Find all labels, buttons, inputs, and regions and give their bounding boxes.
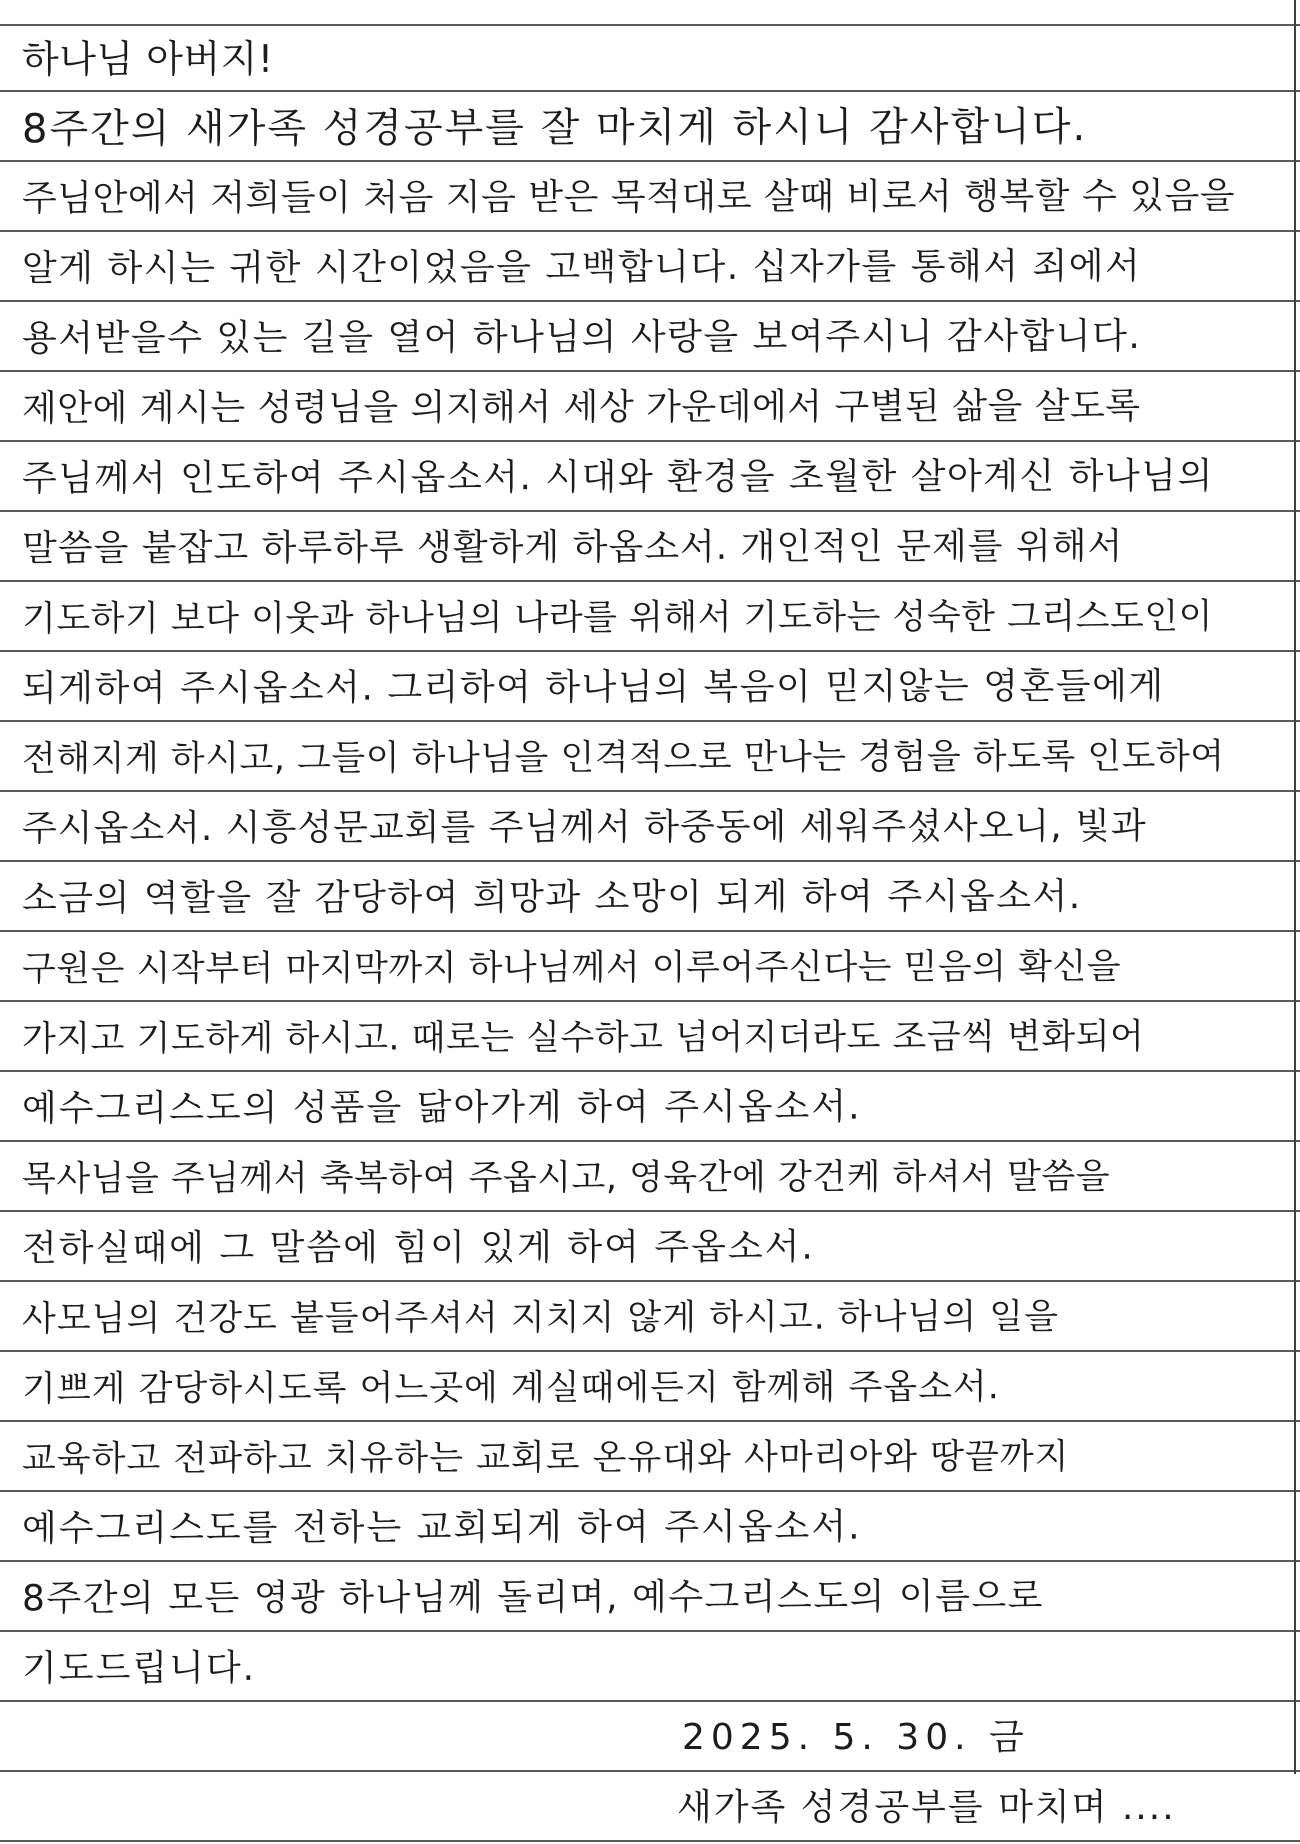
letter-line: 전하실때에 그 말씀에 힘이 있게 하여 주옵소서. — [21, 1226, 815, 1270]
letter-line: 하나님 아버지! — [21, 36, 274, 82]
letter-line: 제안에 계시는 성령님을 의지해서 세상 가운데에서 구별된 삶을 살도록 — [21, 385, 1141, 430]
letter-line: 주님께서 인도하여 주시옵소서. 시대와 환경을 초월한 살아계신 하나님의 — [21, 455, 1214, 500]
letter-line: 8주간의 모든 영광 하나님께 돌리며, 예수그리스도의 이름으로 — [21, 1576, 1044, 1620]
letter-line: 예수그리스도를 전하는 교회되게 하여 주시옵소서. — [21, 1506, 862, 1550]
right-margin-line — [1294, 0, 1296, 1774]
letter-line: 기도하기 보다 이웃과 하나님의 나라를 위해서 기도하는 성숙한 그리스도인이 — [21, 596, 1213, 640]
letter-closing: 새가족 성경공부를 마치며 .... — [677, 1787, 1176, 1828]
letter-line: 8주간의 새가족 성경공부를 잘 마치게 하시니 감사합니다. — [21, 104, 1088, 153]
handwritten-prayer-letter — [22, 22, 1282, 1842]
letter-line: 말씀을 붙잡고 하루하루 생활하게 하옵소서. 개인적인 문제를 위해서 — [21, 526, 1124, 570]
letter-line: 사모님의 건강도 붙들어주셔서 지치지 않게 하시고. 하나님의 일을 — [21, 1297, 1059, 1340]
letter-line: 주님안에서 저희들이 처음 지음 받은 목적대로 살때 비로서 행복할 수 있음을 — [21, 175, 1236, 220]
letter-line: 전해지게 하시고, 그들이 하나님을 인격적으로 만나는 경험을 하도록 인도하여 — [21, 736, 1225, 780]
letter-date: 2025. 5. 30. 금 — [682, 1717, 1030, 1758]
letter-line: 주시옵소서. 시흥성문교회를 주님께서 하중동에 세워주셨사오니, 빛과 — [21, 805, 1147, 850]
letter-line: 교육하고 전파하고 치유하는 교회로 온유대와 사마리아와 땅끝까지 — [21, 1437, 1070, 1480]
letter-line: 기도드립니다. — [21, 1647, 257, 1690]
letter-line: 용서받을수 있는 길을 열어 하나님의 사랑을 보여주시니 감사합니다. — [21, 315, 1142, 360]
letter-line: 기쁘게 감당하시도록 어느곳에 계실때에든지 함께해 주옵소서. — [21, 1367, 1000, 1410]
letter-line: 구원은 시작부터 마지막까지 하나님께서 이루어주신다는 믿음의 확신을 — [21, 947, 1122, 990]
letter-line: 소금의 역할을 잘 감당하여 희망과 소망이 되게 하여 주시옵소서. — [21, 876, 1082, 920]
letter-line: 되게하여 주시옵소서. 그리하여 하나님의 복음이 믿지않는 영혼들에게 — [21, 665, 1165, 710]
letter-line: 예수그리스도의 성품을 닮아가게 하여 주시옵소서. — [21, 1086, 862, 1130]
letter-line: 가지고 기도하게 하시고. 때로는 실수하고 넘어지더라도 조금씩 변화되어 — [21, 1016, 1145, 1060]
letter-line: 목사님을 주님께서 축복하여 주옵시고, 영육간에 강건케 하셔서 말씀을 — [21, 1157, 1111, 1200]
letter-line: 알게 하시는 귀한 시간이었음을 고백합니다. 십자가를 통해서 죄에서 — [21, 245, 1142, 290]
